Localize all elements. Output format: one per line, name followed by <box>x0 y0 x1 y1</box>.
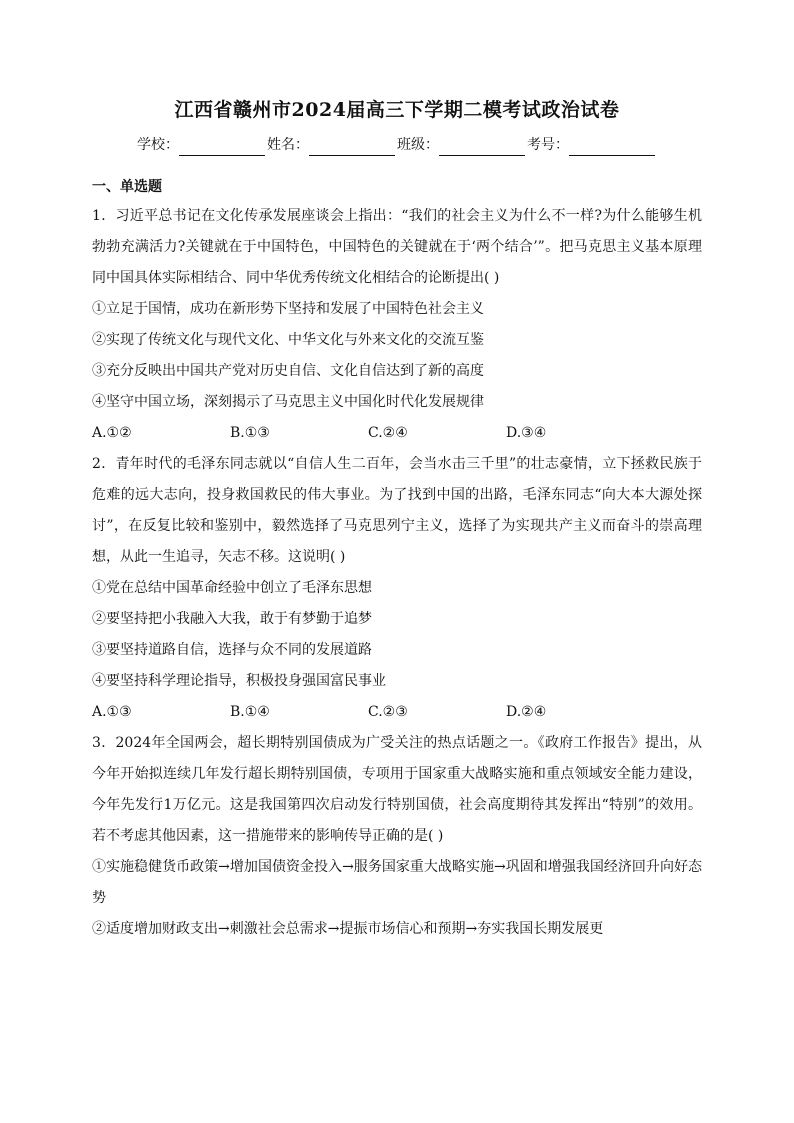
choice-a[interactable]: A.①② <box>92 425 132 441</box>
choice-c[interactable]: C.②③ <box>368 704 408 720</box>
exam-page <box>92 98 702 945</box>
statement-option: ②要坚持把小我融入大我，敢于有梦勤于追梦 <box>92 611 372 627</box>
name-blank[interactable] <box>309 139 395 156</box>
question-2 <box>92 449 702 728</box>
class-field[interactable]: 班级： <box>397 134 527 156</box>
statement-option: ④要坚持科学理论指导，积极投身强国富民事业 <box>92 673 386 689</box>
answer-choices <box>92 418 702 449</box>
section-heading: 一、单选题 <box>92 179 162 195</box>
question-1 <box>92 201 702 449</box>
student-info-row <box>92 134 702 156</box>
statement-option: ②适度增加财政支出→刺激社会总需求→提振市场信心和预期→夯实我国长期发展更 <box>92 921 604 937</box>
question-3 <box>92 728 702 945</box>
school-blank[interactable] <box>179 139 265 156</box>
choice-d[interactable]: D.③④ <box>506 425 547 441</box>
statement-option: ②实现了传统文化与现代文化、中华文化与外来文化的交流互鉴 <box>92 332 484 348</box>
exam-title: 江西省赣州市2024届高三下学期二模考试政治试卷 <box>174 99 620 121</box>
choice-c[interactable]: C.②④ <box>368 425 408 441</box>
number-field[interactable]: 考号： <box>527 134 657 156</box>
statement-option: ①立足于国情，成功在新形势下坚持和发展了中国特色社会主义 <box>92 301 484 317</box>
class-blank[interactable] <box>439 139 525 156</box>
question-stem: 3．2024年全国两会，超长期特别国债成为广受关注的热点话题之一。《政府工作报告》提出，从今年开始拟连续几年发行超长期特别国债，专项用于国家重大战略实施和重点领域安全能力建设，今年先发行1万亿元。这是我国第四次启动发行特别国债，社会高度期待其发挥出“特别”的效用。若不考虑其他因素，这一措施带来的影响传导正确的是( ) <box>92 735 702 844</box>
statement-option: ③要坚持道路自信，选择与众不同的发展道路 <box>92 642 372 658</box>
name-field[interactable]: 姓名： <box>267 134 397 156</box>
statement-option: ①实施稳健货币政策→增加国债资金投入→服务国家重大战略实施→巩固和增强我国经济回升向好态势 <box>92 859 702 906</box>
statement-option: ③充分反映出中国共产党对历史自信、文化自信达到了新的高度 <box>92 363 484 379</box>
choice-b[interactable]: B.①③ <box>230 425 270 441</box>
question-stem: 1．习近平总书记在文化传承发展座谈会上指出：“我们的社会主义为什么不一样?为什么能够生机勃勃充满活力?关键就在于中国特色，中国特色的关键就在于‘两个结合’”。把马克思主义基本原理同中国具体实际相结合、同中华优秀传统文化相结合的论断提出( ) <box>92 208 702 286</box>
answer-choices <box>92 697 702 728</box>
number-blank[interactable] <box>569 139 655 156</box>
statement-option: ④坚守中国立场，深刻揭示了马克思主义中国化时代化发展规律 <box>92 394 484 410</box>
choice-b[interactable]: B.①④ <box>230 704 270 720</box>
choice-d[interactable]: D.②④ <box>506 704 547 720</box>
statement-option: ①党在总结中国革命经验中创立了毛泽东思想 <box>92 580 372 596</box>
school-field[interactable]: 学校： <box>137 134 267 156</box>
choice-a[interactable]: A.①③ <box>92 704 132 720</box>
question-stem: 2．青年时代的毛泽东同志就以“自信人生二百年，会当水击三千里”的壮志豪情，立下拯救民族于危难的远大志向，投身救国救民的伟大事业。为了找到中国的出路，毛泽东同志“向大本大源处探讨”，在反复比较和鉴别中，毅然选择了马克思列宁主义，选择了为实现共产主义而奋斗的崇高理想，从此一生追寻，矢志不移。这说明( ) <box>92 456 702 565</box>
